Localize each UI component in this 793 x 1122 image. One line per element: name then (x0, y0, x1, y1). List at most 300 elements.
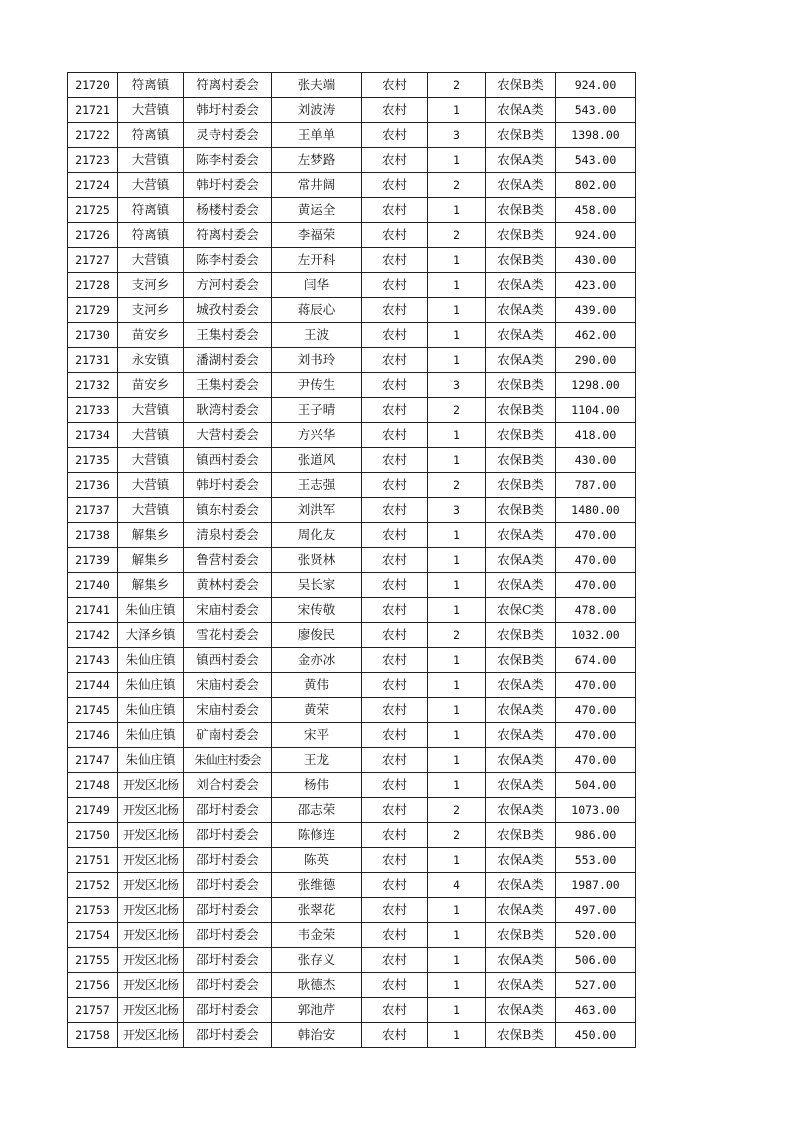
village-cell: 矿南村委会 (184, 723, 272, 748)
area-type-cell: 农村 (362, 498, 428, 523)
row-id-cell: 21749 (68, 798, 118, 823)
village-cell: 朱仙庄村委会 (184, 748, 272, 773)
name-cell: 王子晴 (272, 398, 362, 423)
household-count-cell: 1 (428, 423, 486, 448)
amount-cell: 1104.00 (556, 398, 636, 423)
row-id-cell: 21756 (68, 973, 118, 998)
row-id-cell: 21728 (68, 273, 118, 298)
village-cell: 王集村委会 (184, 323, 272, 348)
category-cell: 农保C类 (486, 598, 556, 623)
name-cell: 蒋辰心 (272, 298, 362, 323)
household-count-cell: 3 (428, 123, 486, 148)
town-cell: 支河乡 (118, 273, 184, 298)
town-cell: 苗安乡 (118, 323, 184, 348)
household-count-cell: 1 (428, 298, 486, 323)
category-cell: 农保A类 (486, 673, 556, 698)
village-cell: 陈李村委会 (184, 148, 272, 173)
area-type-cell: 农村 (362, 123, 428, 148)
row-id-cell: 21730 (68, 323, 118, 348)
table-row (68, 373, 636, 398)
village-cell: 大营村委会 (184, 423, 272, 448)
name-cell: 金亦冰 (272, 648, 362, 673)
village-cell: 陈李村委会 (184, 248, 272, 273)
area-type-cell: 农村 (362, 673, 428, 698)
name-cell: 张贤林 (272, 548, 362, 573)
category-cell: 农保B类 (486, 648, 556, 673)
area-type-cell: 农村 (362, 573, 428, 598)
table-row (68, 448, 636, 473)
household-count-cell: 1 (428, 523, 486, 548)
name-cell: 尹传生 (272, 373, 362, 398)
area-type-cell: 农村 (362, 623, 428, 648)
category-cell: 农保A类 (486, 873, 556, 898)
area-type-cell: 农村 (362, 173, 428, 198)
household-count-cell: 1 (428, 948, 486, 973)
household-count-cell: 1 (428, 998, 486, 1023)
table-row (68, 498, 636, 523)
table-row (68, 398, 636, 423)
town-cell: 解集乡 (118, 523, 184, 548)
amount-cell: 1987.00 (556, 873, 636, 898)
amount-cell: 1480.00 (556, 498, 636, 523)
category-cell: 农保A类 (486, 323, 556, 348)
amount-cell: 543.00 (556, 98, 636, 123)
category-cell: 农保B类 (486, 423, 556, 448)
household-count-cell: 2 (428, 623, 486, 648)
amount-cell: 520.00 (556, 923, 636, 948)
town-cell: 开发区北杨 (118, 823, 184, 848)
name-cell: 张存义 (272, 948, 362, 973)
name-cell: 郭池芹 (272, 998, 362, 1023)
amount-cell: 470.00 (556, 698, 636, 723)
amount-cell: 430.00 (556, 448, 636, 473)
town-cell: 朱仙庄镇 (118, 648, 184, 673)
table-row (68, 523, 636, 548)
town-cell: 开发区北杨 (118, 973, 184, 998)
area-type-cell: 农村 (362, 448, 428, 473)
category-cell: 农保B类 (486, 498, 556, 523)
village-cell: 符离村委会 (184, 73, 272, 98)
area-type-cell: 农村 (362, 273, 428, 298)
village-cell: 王集村委会 (184, 373, 272, 398)
area-type-cell: 农村 (362, 373, 428, 398)
name-cell: 方兴华 (272, 423, 362, 448)
area-type-cell: 农村 (362, 523, 428, 548)
table-row (68, 348, 636, 373)
row-id-cell: 21758 (68, 1023, 118, 1048)
amount-cell: 418.00 (556, 423, 636, 448)
name-cell: 宋传敬 (272, 598, 362, 623)
area-type-cell: 农村 (362, 348, 428, 373)
village-cell: 刘合村委会 (184, 773, 272, 798)
category-cell: 农保B类 (486, 248, 556, 273)
row-id-cell: 21744 (68, 673, 118, 698)
name-cell: 韩治安 (272, 1023, 362, 1048)
area-type-cell: 农村 (362, 798, 428, 823)
village-cell: 韩圩村委会 (184, 473, 272, 498)
town-cell: 符离镇 (118, 123, 184, 148)
name-cell: 李福荣 (272, 223, 362, 248)
household-count-cell: 2 (428, 398, 486, 423)
row-id-cell: 21723 (68, 148, 118, 173)
area-type-cell: 农村 (362, 973, 428, 998)
category-cell: 农保B类 (486, 223, 556, 248)
row-id-cell: 21748 (68, 773, 118, 798)
table-row (68, 123, 636, 148)
name-cell: 王波 (272, 323, 362, 348)
household-count-cell: 1 (428, 723, 486, 748)
household-count-cell: 4 (428, 873, 486, 898)
row-id-cell: 21726 (68, 223, 118, 248)
area-type-cell: 农村 (362, 873, 428, 898)
category-cell: 农保A类 (486, 723, 556, 748)
area-type-cell: 农村 (362, 148, 428, 173)
area-type-cell: 农村 (362, 98, 428, 123)
town-cell: 解集乡 (118, 548, 184, 573)
name-cell: 周化友 (272, 523, 362, 548)
row-id-cell: 21738 (68, 523, 118, 548)
amount-cell: 478.00 (556, 598, 636, 623)
village-cell: 镇西村委会 (184, 648, 272, 673)
household-count-cell: 1 (428, 673, 486, 698)
town-cell: 大营镇 (118, 248, 184, 273)
table-row (68, 598, 636, 623)
household-count-cell: 1 (428, 973, 486, 998)
household-count-cell: 1 (428, 98, 486, 123)
area-type-cell: 农村 (362, 248, 428, 273)
town-cell: 开发区北杨 (118, 948, 184, 973)
town-cell: 苗安乡 (118, 373, 184, 398)
row-id-cell: 21731 (68, 348, 118, 373)
category-cell: 农保B类 (486, 73, 556, 98)
household-count-cell: 1 (428, 598, 486, 623)
name-cell: 吴长家 (272, 573, 362, 598)
row-id-cell: 21734 (68, 423, 118, 448)
name-cell: 黄伟 (272, 673, 362, 698)
category-cell: 农保B类 (486, 198, 556, 223)
town-cell: 朱仙庄镇 (118, 698, 184, 723)
name-cell: 王龙 (272, 748, 362, 773)
town-cell: 大营镇 (118, 448, 184, 473)
town-cell: 大泽乡镇 (118, 623, 184, 648)
name-cell: 黄荣 (272, 698, 362, 723)
row-id-cell: 21725 (68, 198, 118, 223)
area-type-cell: 农村 (362, 398, 428, 423)
household-count-cell: 1 (428, 273, 486, 298)
category-cell: 农保A类 (486, 698, 556, 723)
category-cell: 农保B类 (486, 623, 556, 648)
village-cell: 杨楼村委会 (184, 198, 272, 223)
household-count-cell: 2 (428, 223, 486, 248)
town-cell: 永安镇 (118, 348, 184, 373)
name-cell: 张夫端 (272, 73, 362, 98)
row-id-cell: 21751 (68, 848, 118, 873)
town-cell: 朱仙庄镇 (118, 673, 184, 698)
area-type-cell: 农村 (362, 773, 428, 798)
table-row (68, 623, 636, 648)
amount-cell: 1073.00 (556, 798, 636, 823)
table-row (68, 998, 636, 1023)
household-count-cell: 1 (428, 573, 486, 598)
village-cell: 清泉村委会 (184, 523, 272, 548)
household-count-cell: 1 (428, 348, 486, 373)
village-cell: 黄林村委会 (184, 573, 272, 598)
amount-cell: 924.00 (556, 223, 636, 248)
name-cell: 韦金荣 (272, 923, 362, 948)
amount-cell: 1032.00 (556, 623, 636, 648)
town-cell: 大营镇 (118, 98, 184, 123)
name-cell: 宋平 (272, 723, 362, 748)
name-cell: 耿德杰 (272, 973, 362, 998)
village-cell: 邵圩村委会 (184, 873, 272, 898)
area-type-cell: 农村 (362, 473, 428, 498)
table-row (68, 98, 636, 123)
household-count-cell: 1 (428, 548, 486, 573)
table-row (68, 573, 636, 598)
village-cell: 邵圩村委会 (184, 923, 272, 948)
village-cell: 镇西村委会 (184, 448, 272, 473)
town-cell: 支河乡 (118, 298, 184, 323)
area-type-cell: 农村 (362, 423, 428, 448)
table-row (68, 948, 636, 973)
row-id-cell: 21754 (68, 923, 118, 948)
village-cell: 韩圩村委会 (184, 98, 272, 123)
category-cell: 农保A类 (486, 973, 556, 998)
category-cell: 农保A类 (486, 573, 556, 598)
amount-cell: 924.00 (556, 73, 636, 98)
row-id-cell: 21743 (68, 648, 118, 673)
household-count-cell: 2 (428, 173, 486, 198)
village-cell: 宋庙村委会 (184, 698, 272, 723)
table-row (68, 723, 636, 748)
table-row (68, 748, 636, 773)
household-count-cell: 2 (428, 823, 486, 848)
village-cell: 邵圩村委会 (184, 848, 272, 873)
village-cell: 灵寺村委会 (184, 123, 272, 148)
town-cell: 符离镇 (118, 223, 184, 248)
area-type-cell: 农村 (362, 73, 428, 98)
amount-cell: 430.00 (556, 248, 636, 273)
category-cell: 农保B类 (486, 923, 556, 948)
household-count-cell: 2 (428, 473, 486, 498)
name-cell: 黄运全 (272, 198, 362, 223)
village-cell: 鲁营村委会 (184, 548, 272, 573)
category-cell: 农保A类 (486, 273, 556, 298)
household-count-cell: 2 (428, 798, 486, 823)
row-id-cell: 21724 (68, 173, 118, 198)
town-cell: 朱仙庄镇 (118, 598, 184, 623)
row-id-cell: 21733 (68, 398, 118, 423)
town-cell: 大营镇 (118, 148, 184, 173)
row-id-cell: 21736 (68, 473, 118, 498)
amount-cell: 450.00 (556, 1023, 636, 1048)
town-cell: 朱仙庄镇 (118, 723, 184, 748)
category-cell: 农保A类 (486, 948, 556, 973)
amount-cell: 470.00 (556, 548, 636, 573)
name-cell: 张维德 (272, 873, 362, 898)
village-cell: 宋庙村委会 (184, 673, 272, 698)
town-cell: 开发区北杨 (118, 998, 184, 1023)
name-cell: 张翠花 (272, 898, 362, 923)
row-id-cell: 21737 (68, 498, 118, 523)
village-cell: 镇东村委会 (184, 498, 272, 523)
household-count-cell: 1 (428, 148, 486, 173)
row-id-cell: 21757 (68, 998, 118, 1023)
table-row (68, 698, 636, 723)
amount-cell: 504.00 (556, 773, 636, 798)
amount-cell: 986.00 (556, 823, 636, 848)
table-row (68, 298, 636, 323)
town-cell: 开发区北杨 (118, 798, 184, 823)
category-cell: 农保B类 (486, 398, 556, 423)
village-cell: 符离村委会 (184, 223, 272, 248)
amount-cell: 470.00 (556, 573, 636, 598)
table-row (68, 73, 636, 98)
amount-cell: 527.00 (556, 973, 636, 998)
town-cell: 开发区北杨 (118, 923, 184, 948)
name-cell: 刘洪军 (272, 498, 362, 523)
category-cell: 农保B类 (486, 123, 556, 148)
row-id-cell: 21741 (68, 598, 118, 623)
village-cell: 城孜村委会 (184, 298, 272, 323)
category-cell: 农保A类 (486, 748, 556, 773)
table-row (68, 798, 636, 823)
name-cell: 邵志荣 (272, 798, 362, 823)
village-cell: 宋庙村委会 (184, 598, 272, 623)
category-cell: 农保A类 (486, 173, 556, 198)
row-id-cell: 21747 (68, 748, 118, 773)
town-cell: 大营镇 (118, 498, 184, 523)
town-cell: 解集乡 (118, 573, 184, 598)
household-count-cell: 3 (428, 373, 486, 398)
village-cell: 邵圩村委会 (184, 823, 272, 848)
category-cell: 农保A类 (486, 548, 556, 573)
household-count-cell: 1 (428, 773, 486, 798)
table-row (68, 823, 636, 848)
row-id-cell: 21755 (68, 948, 118, 973)
household-count-cell: 1 (428, 848, 486, 873)
row-id-cell: 21750 (68, 823, 118, 848)
table-row (68, 548, 636, 573)
category-cell: 农保B类 (486, 373, 556, 398)
name-cell: 陈英 (272, 848, 362, 873)
area-type-cell: 农村 (362, 648, 428, 673)
area-type-cell: 农村 (362, 923, 428, 948)
name-cell: 刘书玲 (272, 348, 362, 373)
area-type-cell: 农村 (362, 948, 428, 973)
category-cell: 农保A类 (486, 148, 556, 173)
amount-cell: 423.00 (556, 273, 636, 298)
amount-cell: 470.00 (556, 748, 636, 773)
household-count-cell: 1 (428, 748, 486, 773)
amount-cell: 458.00 (556, 198, 636, 223)
household-count-cell: 1 (428, 898, 486, 923)
name-cell: 常井阔 (272, 173, 362, 198)
town-cell: 朱仙庄镇 (118, 748, 184, 773)
category-cell: 农保B类 (486, 473, 556, 498)
table-row (68, 873, 636, 898)
amount-cell: 439.00 (556, 298, 636, 323)
area-type-cell: 农村 (362, 823, 428, 848)
village-cell: 韩圩村委会 (184, 173, 272, 198)
area-type-cell: 农村 (362, 548, 428, 573)
village-cell: 雪花村委会 (184, 623, 272, 648)
amount-cell: 462.00 (556, 323, 636, 348)
table-row (68, 473, 636, 498)
name-cell: 左开科 (272, 248, 362, 273)
area-type-cell: 农村 (362, 298, 428, 323)
category-cell: 农保A类 (486, 848, 556, 873)
household-count-cell: 1 (428, 923, 486, 948)
table-row (68, 423, 636, 448)
table-row (68, 648, 636, 673)
row-id-cell: 21739 (68, 548, 118, 573)
area-type-cell: 农村 (362, 998, 428, 1023)
name-cell: 廖俊民 (272, 623, 362, 648)
village-cell: 邵圩村委会 (184, 798, 272, 823)
category-cell: 农保B类 (486, 823, 556, 848)
category-cell: 农保A类 (486, 348, 556, 373)
category-cell: 农保A类 (486, 773, 556, 798)
row-id-cell: 21729 (68, 298, 118, 323)
amount-cell: 470.00 (556, 723, 636, 748)
area-type-cell: 农村 (362, 898, 428, 923)
amount-cell: 290.00 (556, 348, 636, 373)
name-cell: 王单单 (272, 123, 362, 148)
village-cell: 邵圩村委会 (184, 998, 272, 1023)
amount-cell: 463.00 (556, 998, 636, 1023)
table-row (68, 973, 636, 998)
table-body (68, 73, 636, 1048)
table-row (68, 223, 636, 248)
row-id-cell: 21752 (68, 873, 118, 898)
village-cell: 邵圩村委会 (184, 1023, 272, 1048)
amount-cell: 470.00 (556, 523, 636, 548)
area-type-cell: 农村 (362, 723, 428, 748)
amount-cell: 553.00 (556, 848, 636, 873)
table-row (68, 198, 636, 223)
row-id-cell: 21740 (68, 573, 118, 598)
household-count-cell: 1 (428, 648, 486, 673)
row-id-cell: 21746 (68, 723, 118, 748)
row-id-cell: 21735 (68, 448, 118, 473)
row-id-cell: 21721 (68, 98, 118, 123)
village-cell: 邵圩村委会 (184, 973, 272, 998)
row-id-cell: 21753 (68, 898, 118, 923)
category-cell: 农保A类 (486, 998, 556, 1023)
town-cell: 大营镇 (118, 173, 184, 198)
name-cell: 杨伟 (272, 773, 362, 798)
category-cell: 农保B类 (486, 1023, 556, 1048)
village-cell: 方河村委会 (184, 273, 272, 298)
table-row (68, 1023, 636, 1048)
amount-cell: 787.00 (556, 473, 636, 498)
amount-cell: 497.00 (556, 898, 636, 923)
table-row (68, 673, 636, 698)
benefit-table (67, 72, 636, 1048)
town-cell: 大营镇 (118, 423, 184, 448)
area-type-cell: 农村 (362, 1023, 428, 1048)
row-id-cell: 21745 (68, 698, 118, 723)
area-type-cell: 农村 (362, 323, 428, 348)
household-count-cell: 2 (428, 73, 486, 98)
table-row (68, 273, 636, 298)
town-cell: 符离镇 (118, 198, 184, 223)
name-cell: 张道风 (272, 448, 362, 473)
household-count-cell: 1 (428, 248, 486, 273)
name-cell: 陈修连 (272, 823, 362, 848)
town-cell: 开发区北杨 (118, 873, 184, 898)
